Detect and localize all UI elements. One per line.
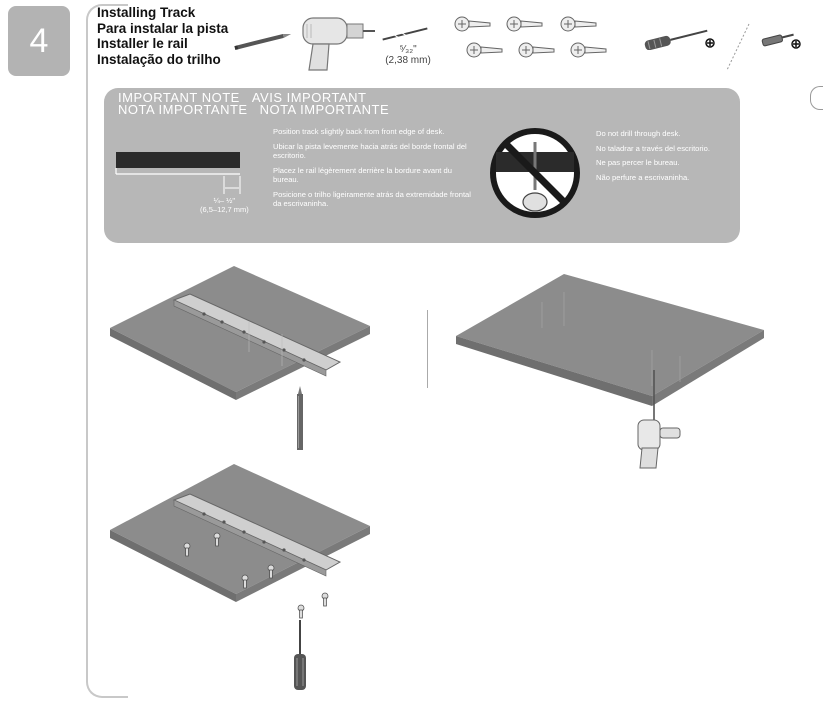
drill-text-en: Do not drill through desk. [596,129,681,138]
heading-en: IMPORTANT NOTE [118,90,240,105]
screws-icon [450,12,622,72]
heading-es: NOTA IMPORTANTE [118,102,248,117]
title-es: Para instalar la pista [97,20,229,36]
offset-inch: ¼– ½" [213,196,236,205]
pencil-icon [232,30,294,52]
position-text-fr: Placez le rail légèrement derrière la bordure avant du bureau. [273,165,452,184]
position-instructions [273,127,473,214]
position-text-pt: Posicione o trilho ligeiramente atrás da extremidade frontal da escrivaninha. [273,189,471,208]
step-number: 4 [29,21,49,60]
drill-text-pt: Não perfure a escrivaninha. [596,172,690,182]
drill-bit-icon [380,26,430,42]
offset-mm: (6,5–12,7 mm) [200,205,249,214]
drill-holes-illustration [452,266,768,478]
screw-track-illustration [104,460,384,696]
page-edge-marker [810,86,823,110]
title-fr: Installer le rail [97,36,188,51]
separator-line [725,22,751,72]
heading-pt: NOTA IMPORTANTE [259,102,390,117]
drill-bit-size-mm: (2,38 mm) [385,55,431,66]
phillips-screwdriver-icon [642,24,722,50]
drill-text-fr: Ne pas percer le bureau. [596,158,680,167]
track-offset-diagram [112,146,246,198]
title-en: Installing Track [97,5,196,20]
position-text-en: Position track slightly back from front edge of desk. [273,127,445,136]
no-drill-through-icon [488,126,582,220]
step-number-badge [8,6,70,76]
drill-text-es: No taladrar a través del escritorio. [596,143,710,153]
mark-holes-illustration [104,262,424,460]
illustration-divider [427,310,428,388]
heading-fr: AVIS IMPORTANT [251,90,367,105]
important-note-heading [118,92,401,116]
screwdriver-bit-icon [760,28,806,50]
drill-bit-size-inch: ⁵⁄₃₂" [399,44,417,55]
drill-instructions [596,129,736,187]
step-titles [97,5,228,67]
drill-icon [297,14,375,72]
drill-bit-size [383,44,433,66]
title-pt: Instalação do trilho [97,51,221,67]
position-text-es: Ubicar la pista levemente hacia atrás del borde frontal del escritorio. [273,141,467,160]
offset-dimension [200,196,249,214]
